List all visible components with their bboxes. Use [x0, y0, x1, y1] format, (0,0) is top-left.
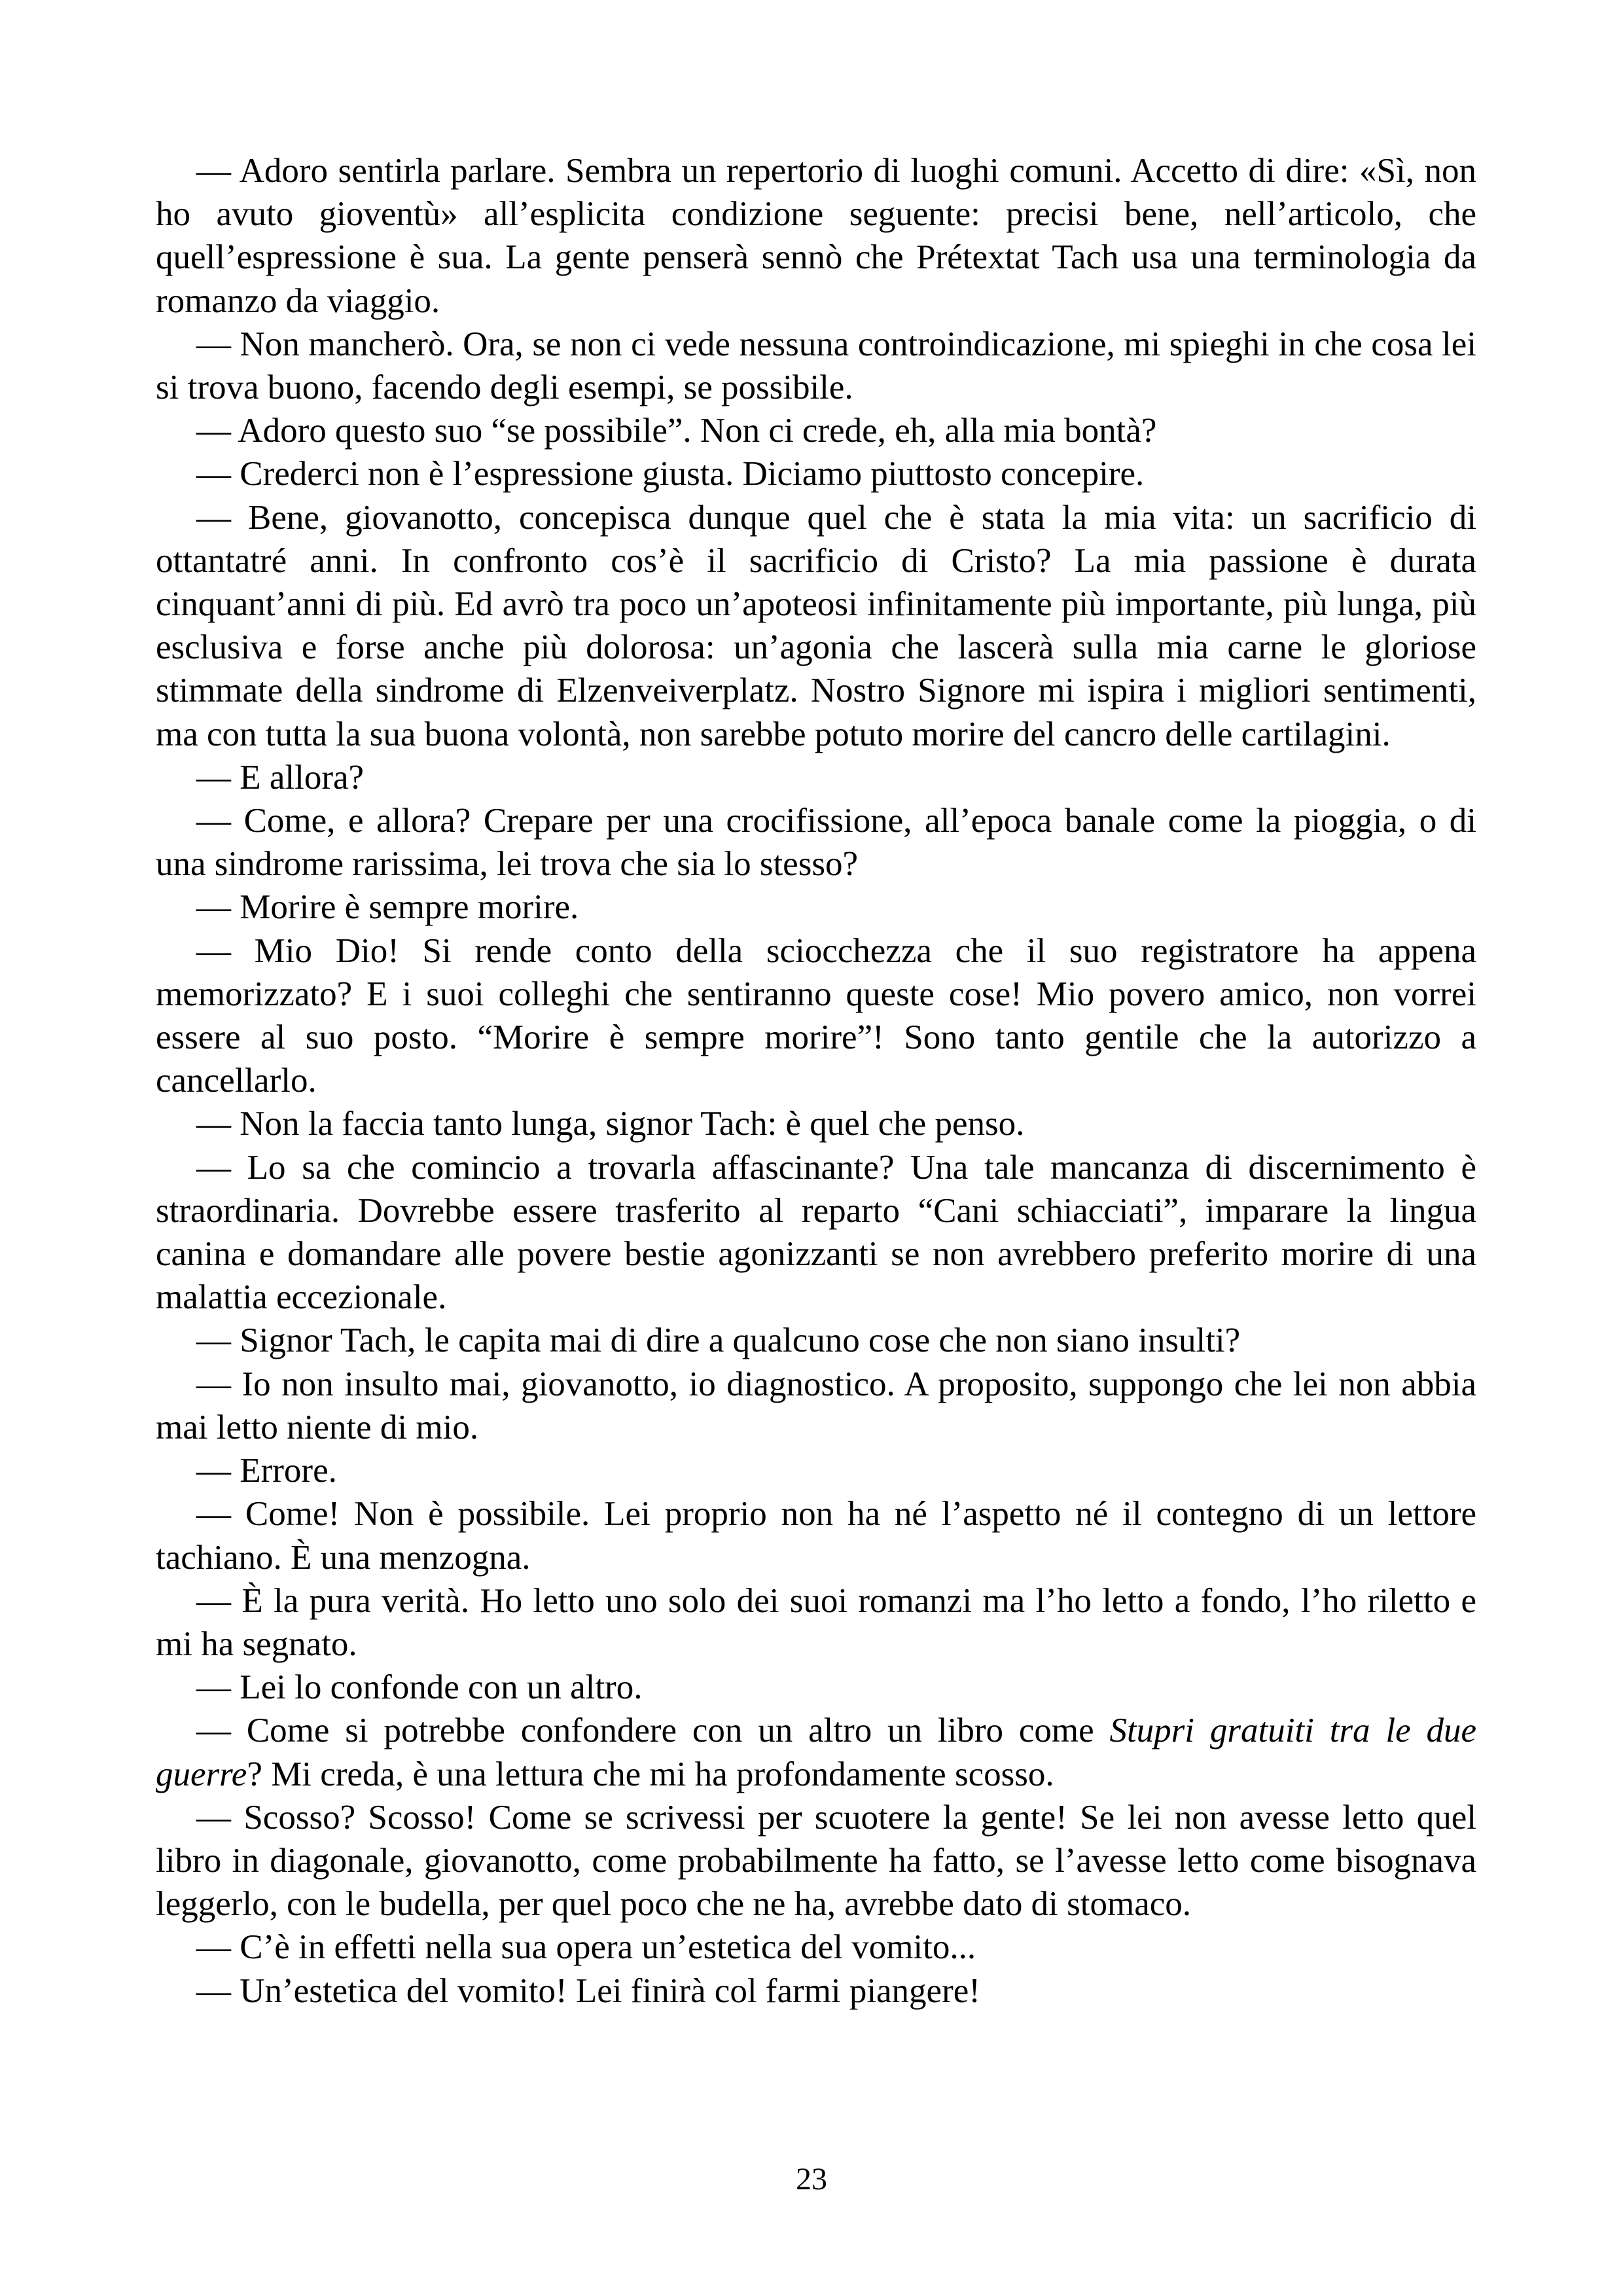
paragraph: — E allora? — [196, 758, 365, 797]
paragraph: — Lo sa che comincio a trovarla affascinante? Una tale mancanza di discernimento è straordinaria. Dovrebbe essere trasferito al reparto “Cani schiacciati”, imparare la lingua canina e domandare alle povere bestie agonizzanti se non avrebbero preferito morire di una malattia eccezionale. — [156, 1148, 1476, 1317]
paragraph: — Mio Dio! Si rende conto della sciocchezza che il suo registratore ha appena memorizzato? E i suoi colleghi che sentiranno queste cose! Mio povero amico, non vorrei essere al suo posto. “Morire è sempre morire”! Sono tanto gentile che la autorizzo a cancellarlo. — [156, 931, 1476, 1100]
paragraph-text-after-title: ? Mi creda, è una lettura che mi ha profondamente scosso. — [247, 1755, 1054, 1793]
paragraph: — Crederci non è l’espressione giusta. Diciamo piuttosto concepire. — [196, 455, 1145, 493]
paragraph: — Signor Tach, le capita mai di dire a qualcuno cose che non siano insulti? — [196, 1321, 1241, 1360]
paragraph: — Bene, giovanotto, concepisca dunque quel che è stata la mia vita: un sacrificio di ottantatré anni. In confronto cos’è il sacrificio di Cristo? La mia passione è durata cinquant’anni di più. Ed avrò tra poco un’apoteosi infinitamente più importante, più lunga, più esclusiva e forse anche più dolorosa: un’agonia che lascerà sulla mia carne le gloriose stimmate della sindrome di Elzenveiverplatz. Nostro Signore mi ispira i migliori sentimenti, ma con tutta la sua buona volontà, non sarebbe potuto morire del cancro delle cartilagini. — [156, 498, 1476, 753]
body-text — [156, 149, 1476, 2013]
paragraph: — Errore. — [196, 1452, 337, 1490]
paragraph: — Come, e allora? Crepare per una crocifissione, all’epoca banale come la pioggia, o di una sindrome rarissima, lei trova che sia lo stesso? — [156, 802, 1476, 884]
paragraph: — Non la faccia tanto lunga, signor Tach: è quel che penso. — [196, 1105, 1025, 1143]
paragraph-with-book-title — [156, 1709, 1476, 1795]
paragraph: — C’è in effetti nella sua opera un’estetica del vomito... — [196, 1928, 976, 1967]
paragraph: — Non mancherò. Ora, se non ci vede nessuna controindicazione, mi spieghi in che cosa lei si trova buono, facendo degli esempi, se possibile. — [156, 325, 1476, 407]
paragraph: — Come! Non è possibile. Lei proprio non ha né l’aspetto né il contegno di un lettore tachiano. È una menzogna. — [156, 1495, 1476, 1577]
paragraph: — Scosso? Scosso! Come se scrivessi per scuotere la gente! Se lei non avesse letto quel libro in diagonale, giovanotto, come probabilmente ha fatto, se l’avesse letto come bisognava leggerlo, con le budella, per quel poco che ne ha, avrebbe dato di stomaco. — [156, 1798, 1476, 1924]
book-title: Stupri gratuiti tra le due guerre — [156, 1712, 1476, 1793]
paragraph: — Adoro questo suo “se possibile”. Non ci crede, eh, alla mia bontà? — [196, 412, 1157, 450]
paragraph: — Un’estetica del vomito! Lei finirà col farmi piangere! — [196, 1971, 980, 2010]
paragraph: — Lei lo confonde con un altro. — [196, 1668, 643, 1707]
paragraph-text-before-title: — Come si potrebbe confondere con un altro un libro come — [196, 1712, 1110, 1750]
page-number: 23 — [796, 2162, 827, 2197]
paragraph: — Adoro sentirla parlare. Sembra un repertorio di luoghi comuni. Accetto di dire: «Sì, non ho avuto gioventù» all’esplicita condizione seguente: precisi bene, nell’articolo, che quell’espressione è sua. La gente penserà sennò che Prétextat Tach usa una terminologia da romanzo da viaggio. — [156, 152, 1476, 320]
paragraph: — Io non insulto mai, giovanotto, io diagnostico. A proposito, suppongo che lei non abbia mai letto niente di mio. — [156, 1365, 1476, 1446]
paragraph: — È la pura verità. Ho letto uno solo dei suoi romanzi ma l’ho letto a fondo, l’ho riletto e mi ha segnato. — [156, 1581, 1476, 1663]
paragraph: — Morire è sempre morire. — [196, 888, 579, 927]
